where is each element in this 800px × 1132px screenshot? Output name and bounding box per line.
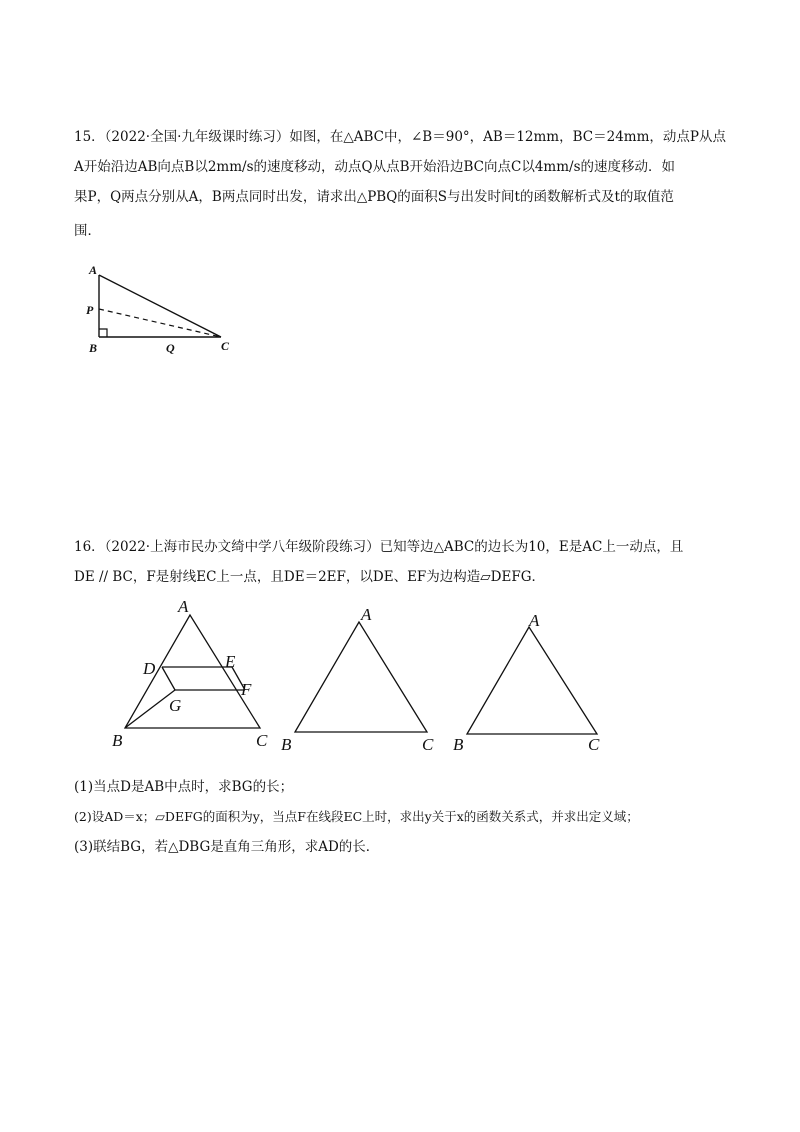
label-a: A [89, 263, 98, 277]
problem16-figure2 [275, 600, 445, 755]
problem16-figure1 [105, 595, 280, 755]
label-c: C [256, 731, 268, 750]
label-b: B [453, 735, 464, 754]
segment-bg [125, 690, 175, 728]
segment-pq-dashed [99, 309, 221, 337]
problem16-line2: DE // BC，F是射线EC上一点，且DE＝2EF，以DE、EF为边构造▱DEFG． [74, 569, 546, 585]
problem16-question2: (2)设AD＝x；▱DEFG的面积为y，当点F在线段EC上时，求出y关于x的函数关系式，并求出定义域； [74, 809, 639, 824]
label-c: C [588, 735, 600, 754]
problem15-line3: 果P，Q两点分别从A，B两点同时出发，请求出△PBQ的面积S与出发时间t的函数解析式及t的取值范 [74, 189, 674, 205]
problem16-question3: (3)联结BG，若△DBG是直角三角形，求AD的长． [74, 839, 380, 855]
label-q: Q [166, 341, 175, 355]
label-c: C [221, 339, 230, 353]
label-d: D [143, 659, 156, 678]
label-p: P [86, 303, 94, 317]
label-a: A [361, 605, 372, 624]
problem16-line1: 16．（2022·上海市民办文绮中学八年级阶段练习）已知等边△ABC的边长为10，E是AC上一动点，且 [74, 539, 684, 555]
problem16-question1: (1)当点D是AB中点时，求BG的长； [74, 779, 294, 795]
segment-gd [162, 667, 175, 690]
problem15-figure [80, 260, 250, 360]
label-b: B [281, 735, 292, 754]
label-e: E [225, 652, 236, 671]
triangle-abc [295, 622, 427, 732]
label-g: G [169, 696, 182, 715]
label-b: B [112, 731, 123, 750]
label-c: C [422, 735, 434, 754]
problem15-line2: A开始沿边AB向点B以2mm/s的速度移动，动点Q从点B开始沿边BC向点C以4mm/s的速度移动．如 [74, 159, 675, 175]
right-angle-mark [99, 329, 107, 337]
segment-ac [99, 275, 221, 337]
problem15-line1: 15．（2022·全国·九年级课时练习）如图，在△ABC中，∠B＝90°，AB＝12mm，BC＝24mm，动点P从点 [74, 129, 726, 145]
problem15-line4: 围． [74, 223, 101, 239]
label-a: A [529, 611, 540, 630]
label-f: F [241, 680, 252, 699]
problem16-figure3 [445, 605, 615, 755]
label-b: B [89, 341, 98, 355]
label-a: A [178, 597, 189, 616]
triangle-abc [467, 627, 597, 734]
